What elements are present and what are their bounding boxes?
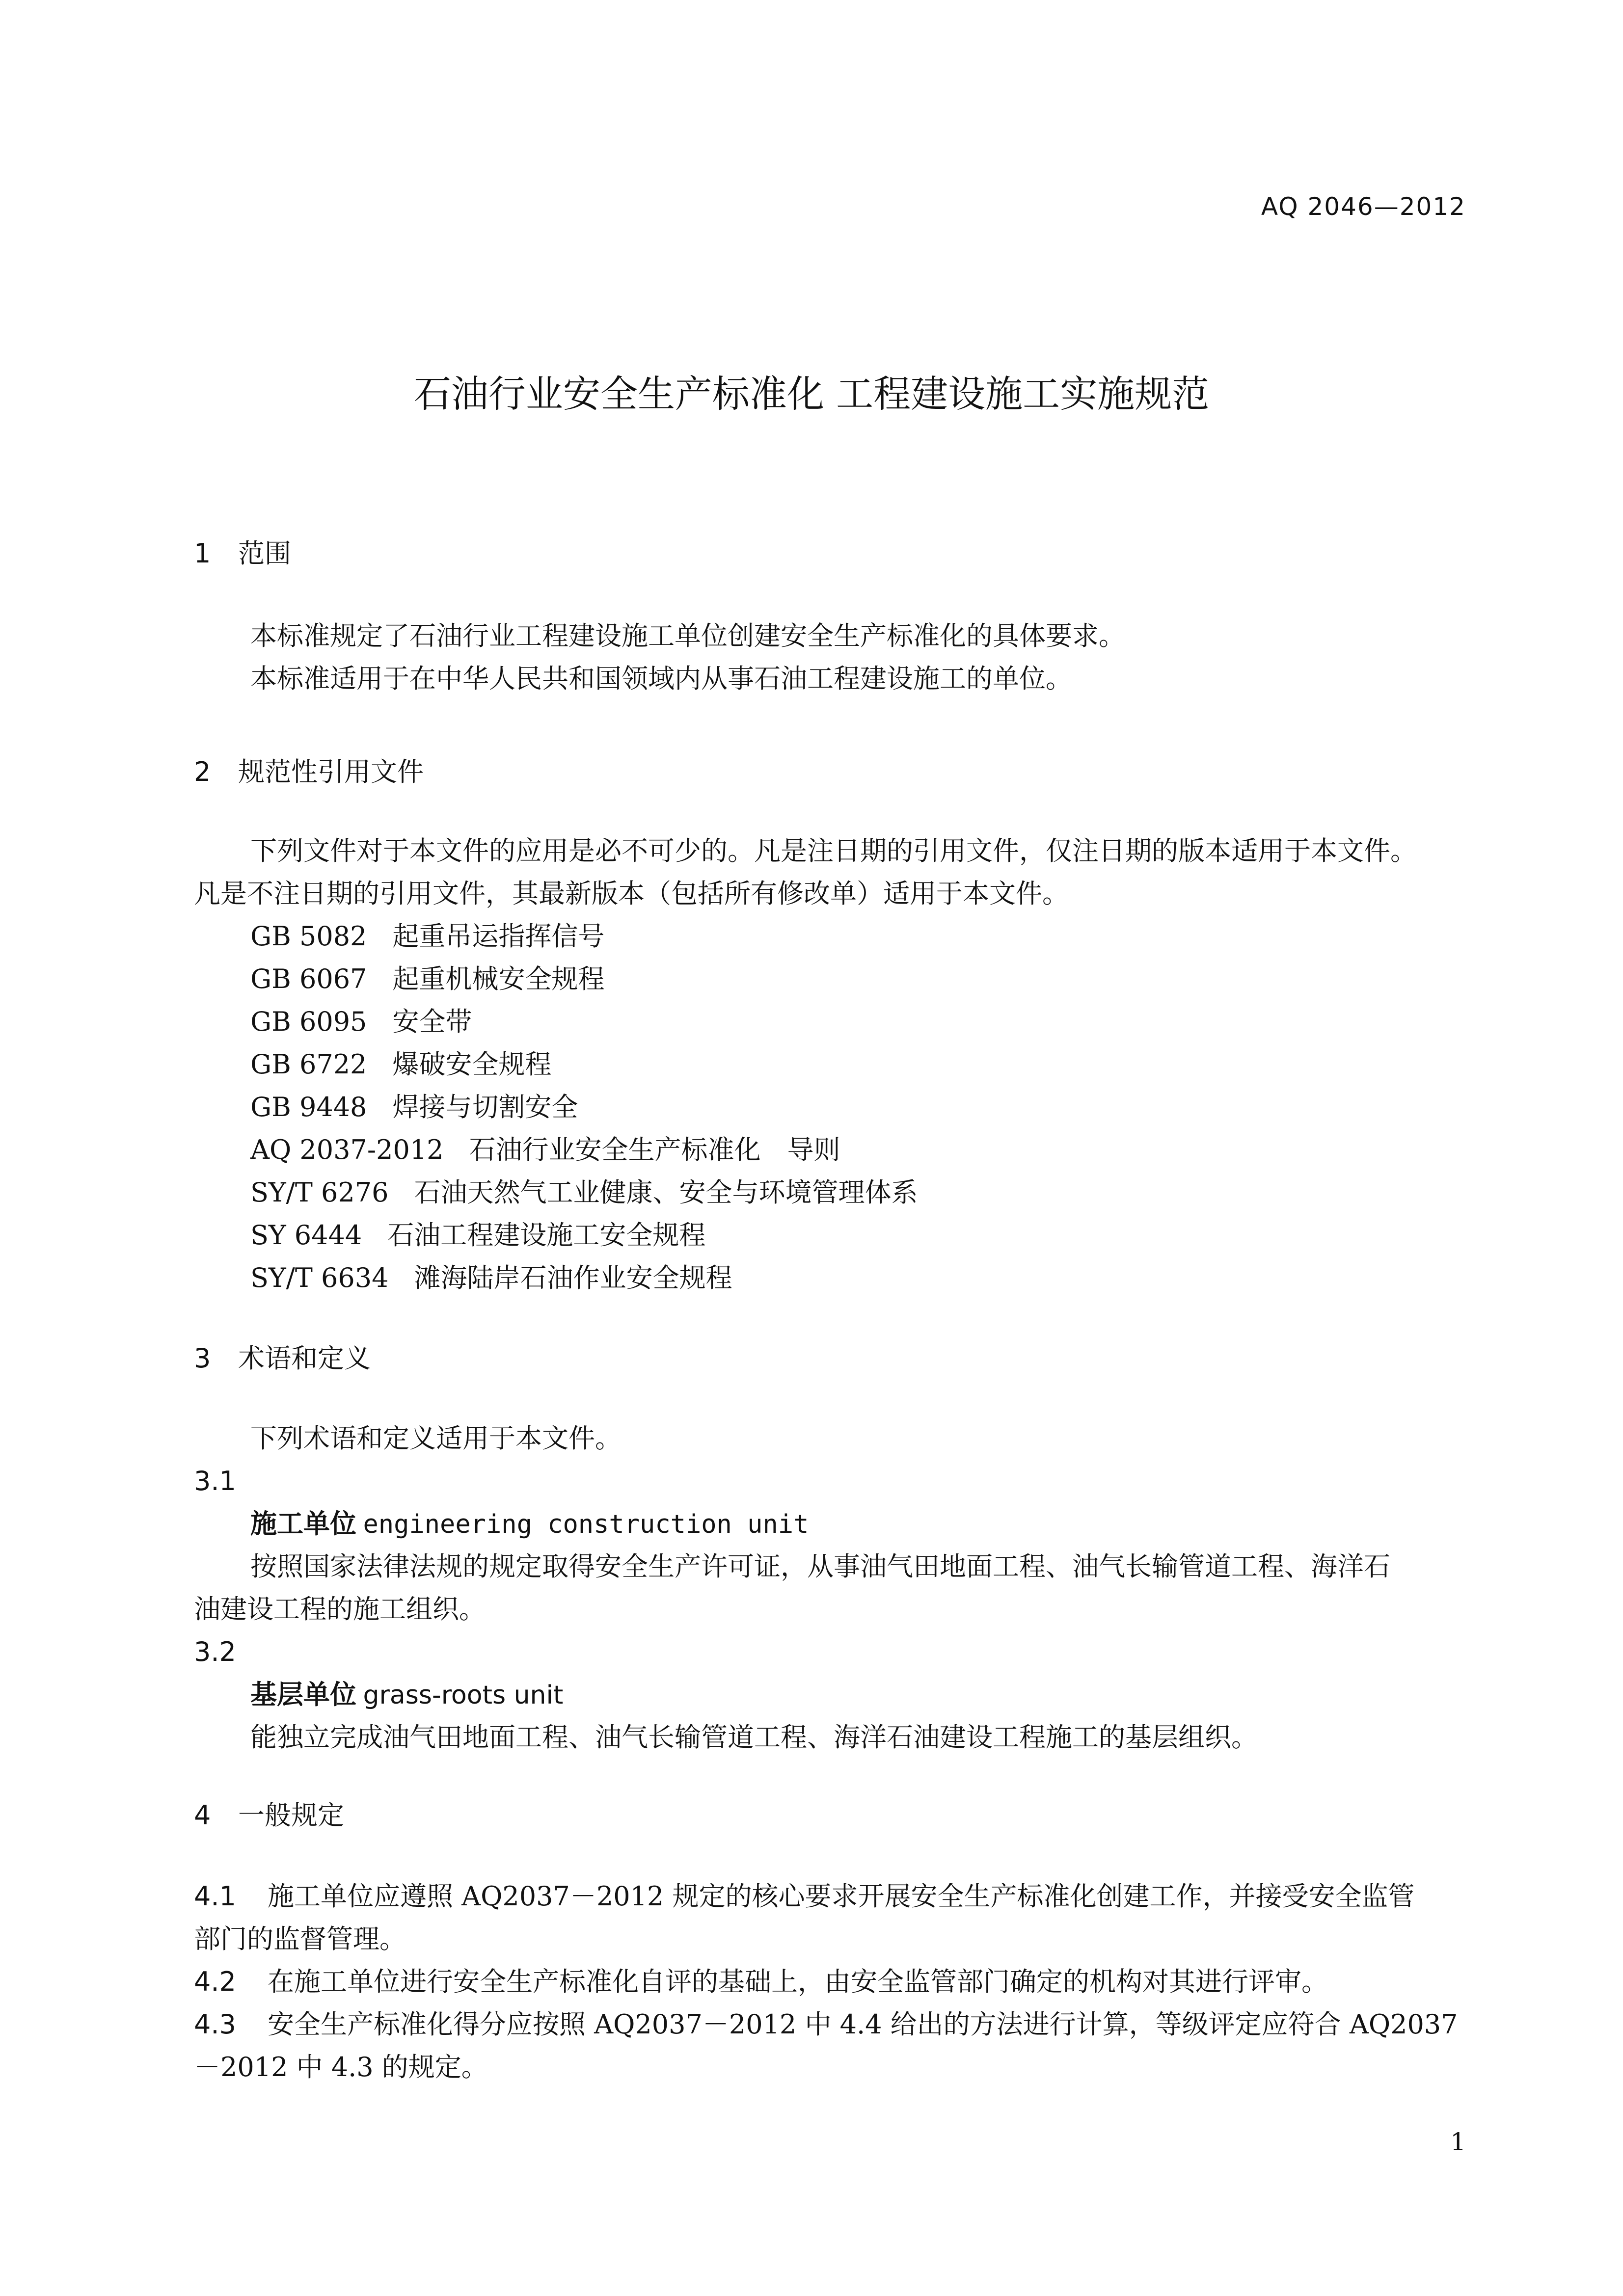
reference-code: SY/T 6634 — [250, 1262, 389, 1293]
section-3-intro: 下列术语和定义适用于本文件。 — [250, 1423, 622, 1454]
section-3-heading — [194, 1337, 371, 1375]
term-english: grass-roots unit — [363, 1681, 564, 1710]
term-definition-line-1: 按照国家法律法规的规定取得安全生产许可证，从事油气田地面工程、油气长输管道工程、海洋石 — [250, 1551, 1390, 1582]
section-1-heading — [194, 533, 291, 570]
section-4-heading — [194, 1794, 344, 1832]
reference-title: 焊接与切割安全 — [392, 1092, 578, 1122]
clause-text: 安全生产标准化得分应按照 AQ2037－2012 中 4.4 给出的方法进行计算，等级评定应符合 AQ2037 — [268, 2009, 1458, 2040]
section-title: 规范性引用文件 — [238, 756, 424, 787]
clause-number: 4.3 — [194, 2009, 236, 2040]
reference-title: 石油天然气工业健康、安全与环境管理体系 — [414, 1177, 918, 1208]
section-2-paragraph-line-2: 凡是不注日期的引用文件，其最新版本（包括所有修改单）适用于本文件。 — [194, 878, 1069, 909]
reference-item — [250, 1043, 551, 1086]
section-1-paragraph-2: 本标准适用于在中华人民共和国领域内从事石油工程建设施工的单位。 — [250, 663, 1072, 694]
reference-item — [250, 1086, 578, 1128]
reference-code: GB 6067 — [250, 963, 367, 994]
reference-title: 起重机械安全规程 — [392, 963, 605, 994]
reference-title: 石油行业安全生产标准化 导则 — [469, 1134, 840, 1165]
term-heading — [250, 1673, 563, 1717]
reference-item — [250, 1171, 918, 1214]
reference-item — [250, 1256, 732, 1299]
section-number: 2 — [194, 756, 211, 787]
section-number: 4 — [194, 1800, 211, 1831]
clause-4-3-line-1 — [194, 2003, 1458, 2046]
reference-title: 爆破安全规程 — [392, 1049, 552, 1080]
section-1-paragraph-1: 本标准规定了石油行业工程建设施工单位创建安全生产标准化的具体要求。 — [250, 620, 1125, 651]
term-number: 3.1 — [194, 1466, 236, 1496]
reference-title: 起重吊运指挥信号 — [392, 921, 605, 952]
clause-4-2-line-1 — [194, 1960, 1328, 2003]
clause-number: 4.2 — [194, 1966, 236, 1997]
clause-4-1-line-2: 部门的监督管理。 — [194, 1923, 406, 1954]
reference-code: GB 9448 — [250, 1092, 367, 1122]
section-number: 3 — [194, 1343, 211, 1374]
clause-4-3-line-2: －2012 中 4.3 的规定。 — [194, 2052, 488, 2082]
document-title: 石油行业安全生产标准化 工程建设施工实施规范 — [413, 372, 1210, 416]
reference-title: 滩海陆岸石油作业安全规程 — [414, 1262, 732, 1293]
reference-code: SY 6444 — [250, 1220, 362, 1251]
reference-item — [250, 915, 604, 958]
section-number: 1 — [194, 538, 211, 569]
section-title: 一般规定 — [238, 1800, 344, 1831]
reference-item — [250, 1128, 840, 1171]
clause-4-1-line-1 — [194, 1875, 1414, 1918]
reference-code: SY/T 6276 — [250, 1177, 389, 1208]
reference-item — [250, 1214, 705, 1256]
reference-title: 安全带 — [392, 1006, 472, 1037]
term-number: 3.2 — [194, 1636, 236, 1667]
reference-title: 石油工程建设施工安全规程 — [387, 1220, 706, 1251]
term-name: 施工单位 — [250, 1508, 356, 1539]
term-name: 基层单位 — [250, 1679, 356, 1710]
page-number: 1 — [1450, 2128, 1466, 2156]
term-heading — [250, 1502, 809, 1546]
section-2-paragraph-line-1: 下列文件对于本文件的应用是必不可少的。凡是注日期的引用文件，仅注日期的版本适用于本文件。 — [250, 835, 1417, 866]
section-2-heading — [194, 751, 424, 789]
clause-text: 在施工单位进行安全生产标准化自评的基础上，由安全监管部门确定的机构对其进行评审。 — [268, 1966, 1328, 1997]
reference-code: AQ 2037-2012 — [250, 1134, 444, 1165]
standard-code: AQ 2046—2012 — [1261, 192, 1466, 221]
reference-item — [250, 958, 604, 1000]
section-title: 范围 — [238, 538, 291, 569]
reference-code: GB 5082 — [250, 921, 367, 952]
term-english: engineering construction unit — [363, 1510, 809, 1539]
reference-item — [250, 1000, 472, 1043]
term-definition-line-2: 油建设工程的施工组织。 — [194, 1594, 486, 1625]
term-definition-line-1: 能独立完成油气田地面工程、油气长输管道工程、海洋石油建设工程施工的基层组织。 — [250, 1722, 1258, 1753]
reference-code: GB 6722 — [250, 1049, 367, 1080]
section-title: 术语和定义 — [238, 1343, 371, 1374]
clause-text: 施工单位应遵照 AQ2037－2012 规定的核心要求开展安全生产标准化创建工作，并接受安全监管 — [268, 1881, 1415, 1912]
reference-code: GB 6095 — [250, 1006, 367, 1037]
clause-number: 4.1 — [194, 1881, 236, 1912]
